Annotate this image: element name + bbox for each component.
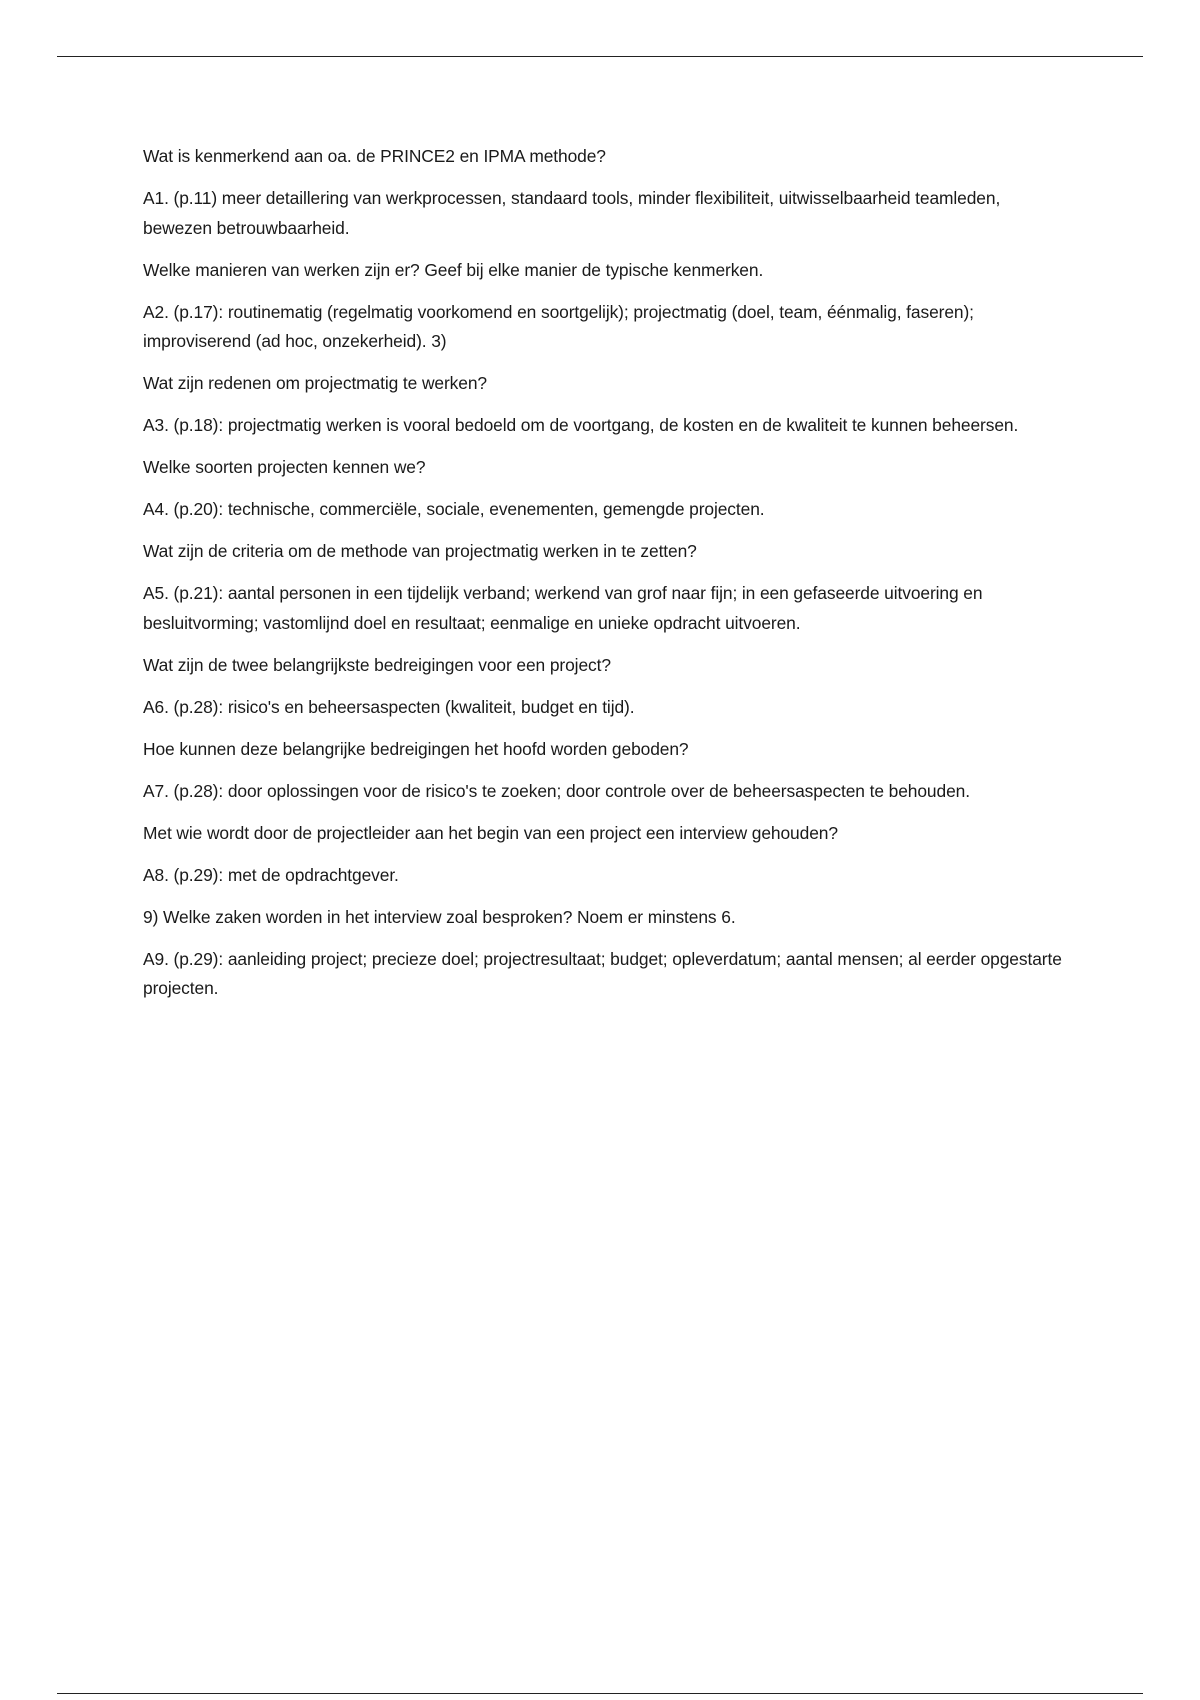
answer-2: A2. (p.17): routinematig (regelmatig voorkomend en soortgelijk); projectmatig (doel, team, éénmalig, faseren); improviserend (ad hoc, onzekerheid). 3) <box>143 301 974 351</box>
question-6: Wat zijn de twee belangrijkste bedreigingen voor een project? <box>143 654 611 675</box>
footer-rule <box>57 1693 1143 1694</box>
question-5: Wat zijn de criteria om de methode van projectmatig werken in te zetten? <box>143 541 697 561</box>
question-9: 9) Welke zaken worden in het interview zoal besproken? Noem er minstens 6. <box>143 906 736 927</box>
document-body <box>143 142 1063 1016</box>
answer-1: A1. (p.11) meer detaillering van werkprocessen, standaard tools, minder flexibiliteit, uitwisselbaarheid teamleden, bewezen betrouwbaarheid. <box>143 188 1001 238</box>
question-7: Hoe kunnen deze belangrijke bedreigingen het hoofd worden geboden? <box>143 738 689 759</box>
question-3: Wat zijn redenen om projectmatig te werken? <box>143 373 487 393</box>
answer-5: A5. (p.21): aantal personen in een tijdelijk verband; werkend van grof naar fijn; in een gefaseerde uitvoering en besluitvorming; vastomlijnd doel en resultaat; eenmalige en unieke opdracht uitvoeren. <box>143 583 983 633</box>
answer-7: A7. (p.28): door oplossingen voor de risico's te zoeken; door controle over de beheersaspecten te behouden. <box>143 780 970 801</box>
question-4: Welke soorten projecten kennen we? <box>143 457 426 477</box>
answer-8: A8. (p.29): met de opdrachtgever. <box>143 864 399 885</box>
answer-6: A6. (p.28): risico's en beheersaspecten (kwaliteit, budget en tijd). <box>143 696 635 717</box>
question-2: Welke manieren van werken zijn er? Geef bij elke manier de typische kenmerken. <box>143 259 764 280</box>
answer-4: A4. (p.20): technische, commerciële, sociale, evenementen, gemengde projecten. <box>143 499 765 519</box>
answer-9: A9. (p.29): aanleiding project; precieze doel; projectresultaat; budget; opleverdatum; aantal mensen; al eerder opgestarte projecten. <box>143 948 1062 998</box>
answer-3: A3. (p.18): projectmatig werken is vooral bedoeld om de voortgang, de kosten en de kwaliteit te kunnen beheersen. <box>143 415 1019 435</box>
question-1: Wat is kenmerkend aan oa. de PRINCE2 en IPMA methode? <box>143 146 606 166</box>
question-8: Met wie wordt door de projectleider aan het begin van een project een interview gehouden? <box>143 822 838 843</box>
header-rule <box>57 56 1143 57</box>
